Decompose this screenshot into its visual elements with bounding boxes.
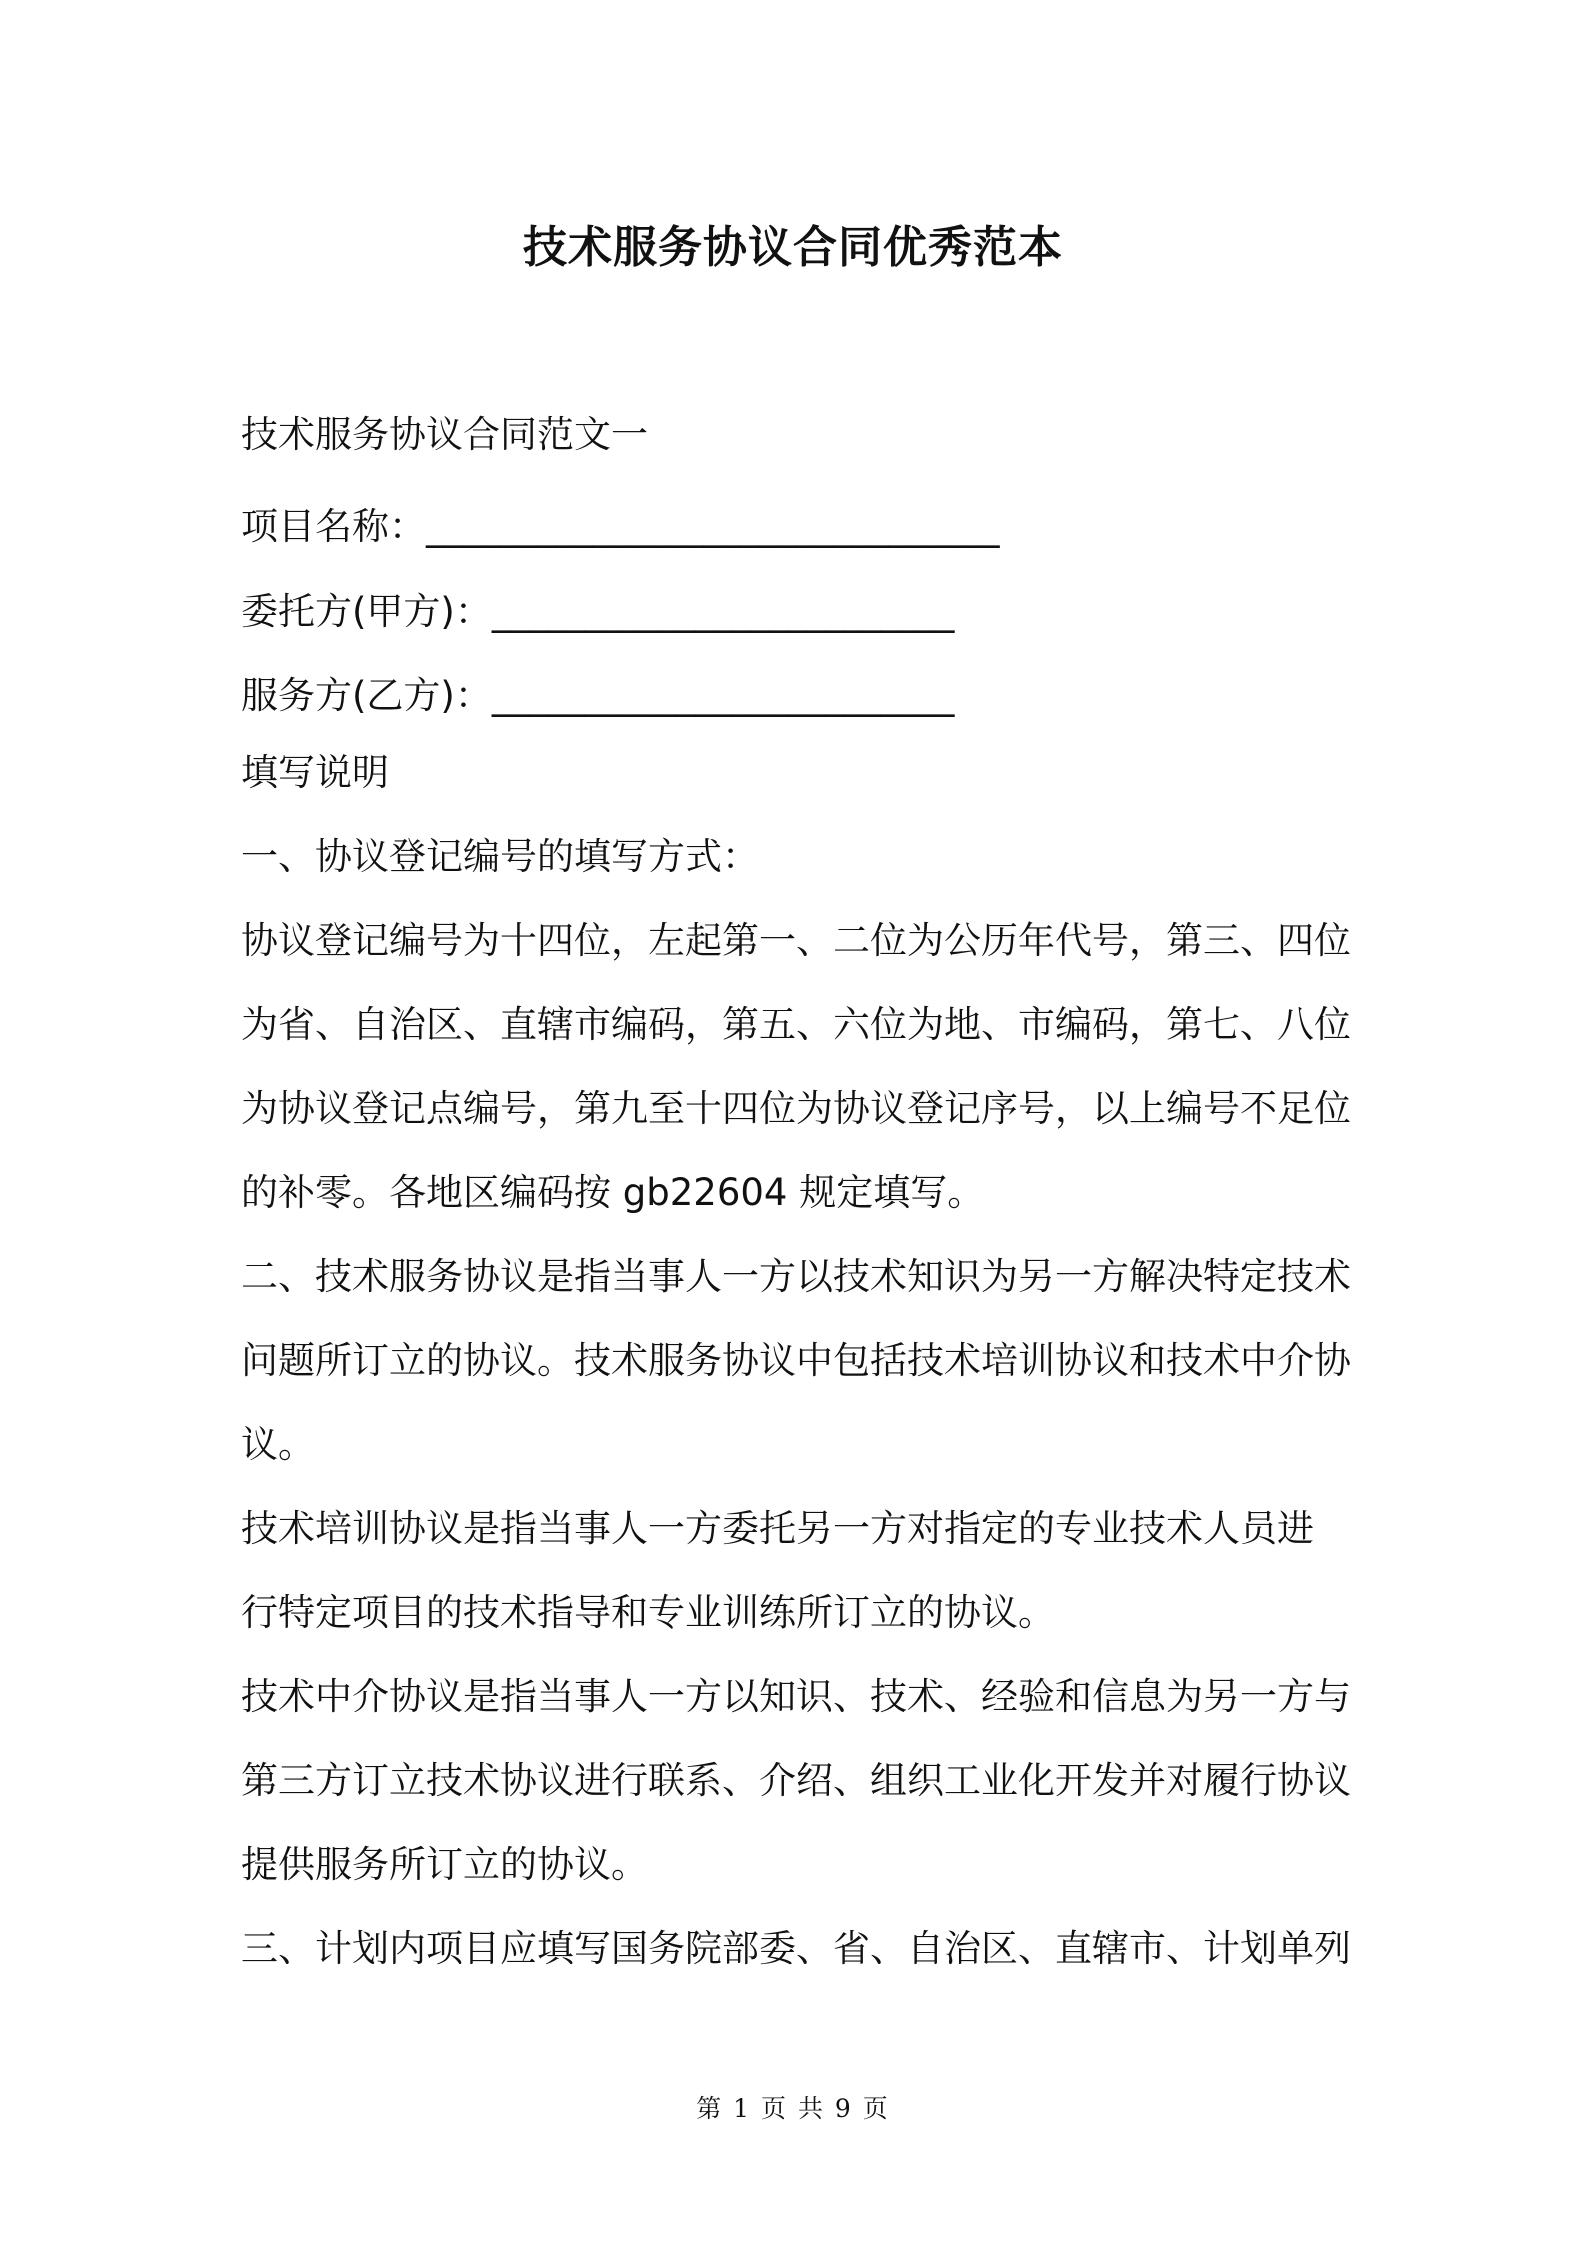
paragraph-line: 一、协议登记编号的填写方式： xyxy=(241,835,759,878)
paragraph-line: 二、技术服务协议是指当事人一方以技术知识为另一方解决特定技术 xyxy=(241,1255,1351,1298)
paragraph-line: 为省、自治区、直辖市编码，第五、六位为地、市编码，第七、八位 xyxy=(241,1003,1351,1046)
paragraph-line: 协议登记编号为十四位，左起第一、二位为公历年代号，第三、四位 xyxy=(241,919,1351,962)
field-client-party-a: 委托方(甲方)：_________________________ xyxy=(241,590,955,633)
paragraph-line: 的补零。各地区编码按 gb22604 规定填写。 xyxy=(241,1171,985,1214)
paragraph-line: 为协议登记点编号，第九至十四位为协议登记序号，以上编号不足位 xyxy=(241,1087,1351,1130)
paragraph-line: 提供服务所订立的协议。 xyxy=(241,1843,648,1886)
paragraph-line: 三、计划内项目应填写国务院部委、省、自治区、直辖市、计划单列 xyxy=(241,1927,1351,1970)
field-project-name: 项目名称：_______________________________ xyxy=(241,505,1000,548)
paragraph-line: 技术中介协议是指当事人一方以知识、技术、经验和信息为另一方与 xyxy=(241,1675,1351,1718)
paragraph-line: 议。 xyxy=(241,1423,315,1466)
paragraph-line: 行特定项目的技术指导和专业训练所订立的协议。 xyxy=(241,1591,1055,1634)
paragraph-line: 第三方订立技术协议进行联系、介绍、组织工业化开发并对履行协议 xyxy=(241,1759,1351,1802)
section-heading: 技术服务协议合同范文一 xyxy=(241,413,648,456)
instructions-heading: 填写说明 xyxy=(241,751,389,794)
document-title: 技术服务协议合同优秀范本 xyxy=(523,222,1063,273)
paragraph-line: 问题所订立的协议。技术服务协议中包括技术培训协议和技术中介协 xyxy=(241,1339,1351,1382)
page-number-footer: 第 1 页 共 9 页 xyxy=(696,2094,890,2123)
field-provider-party-b: 服务方(乙方)：_________________________ xyxy=(241,674,955,717)
paragraph-line: 技术培训协议是指当事人一方委托另一方对指定的专业技术人员进 xyxy=(241,1507,1314,1550)
